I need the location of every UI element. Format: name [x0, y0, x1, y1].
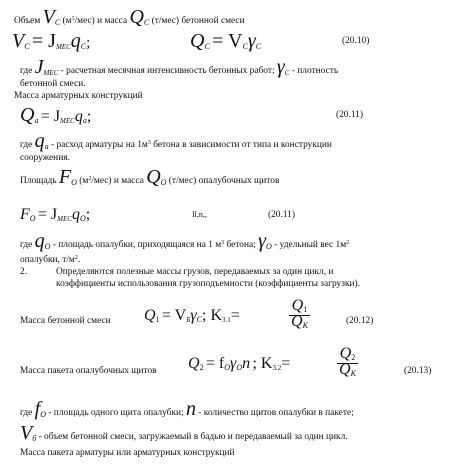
line-vb: Vб - объем бетонной смеси, загружаемый в бадью и передаваемый за один цикл. — [20, 422, 348, 444]
line-rebar-package-title: Масса пакета арматуры или арматурных конструкций — [20, 448, 235, 458]
equation-number: (20.10) — [342, 36, 370, 46]
equation-20-11-b: FO = $J_{МЕС}qO$; Il,n,, (20.11) — [20, 206, 295, 223]
fraction-q2-qk: $\frac{Q2}{QK}$ — [339, 345, 356, 378]
equation-20-11-a: $Qa = J_{МЕС}qa$; (20.11) — [20, 104, 363, 126]
line-rebar-mass-title: Масса арматурных конструкций — [14, 91, 143, 101]
line-volume-mass: Объем VC $(м^3/мес)$ и масса QC (т/мес) бетонной смеси — [14, 6, 245, 28]
line-where-qo: где qO - площадь опалубки, приходящаяся на 1 $м^3$ бетона; γO - удельный вес $1м^2$ — [20, 230, 350, 252]
equation-20-13: Масса пакета опалубочных щитов Q2 = fOγOn ; $K_{3.2}=$ $\frac{Q2}{QK}$ (20.13) — [20, 345, 432, 378]
equation-number: (20.11) — [268, 210, 295, 220]
stray-mark: Il,n,, — [192, 210, 207, 219]
line-concrete-mix: бетонной смеси. — [20, 79, 86, 89]
line-item-2-cont: коэффициенты использования грузоподъемности (коэффициенты загрузки). — [56, 279, 360, 289]
equation-number: (20.11) — [336, 110, 363, 120]
equation-20-12: Масса бетонной смеси $Q1 = V_Б\gamma C$; $K_{3.1}=$ $\frac{Q1}{QK}$ (20.12) — [20, 297, 374, 330]
line-item-2: 2. Определяются полезные массы грузов, передаваемых за один цикл, и — [20, 267, 334, 277]
line-formwork-unit: опалубки, $т/м^2$. — [20, 255, 81, 265]
line-structures: сооружения. — [20, 153, 70, 163]
fraction-q1-qk: $\frac{Q1}{QK}$ — [291, 297, 308, 330]
equation-20-10: VC = $J_{МЕС}qC$; QC = VCγC (20.10) — [12, 30, 370, 52]
line-area-mass: Площадь FO $(м^2/мес)$ и масса QO (т/мес) опалубочных щитов — [20, 166, 280, 188]
equation-number: (20.13) — [404, 366, 432, 376]
line-where-qa: где qa - расход арматуры на $1м^3$ бетона в зависимости от типа и конструкции — [20, 130, 332, 152]
equation-number: (20.12) — [346, 316, 374, 326]
line-where-fo: где fO - площадь одного щита опалубки; n - количество щитов опалубки в пакете; — [20, 398, 354, 420]
line-where-jmes: где $J_{МЕС}$ - расчетная месячная интенсивность бетонных работ; $\gamma_С$ - плотность — [20, 56, 339, 78]
